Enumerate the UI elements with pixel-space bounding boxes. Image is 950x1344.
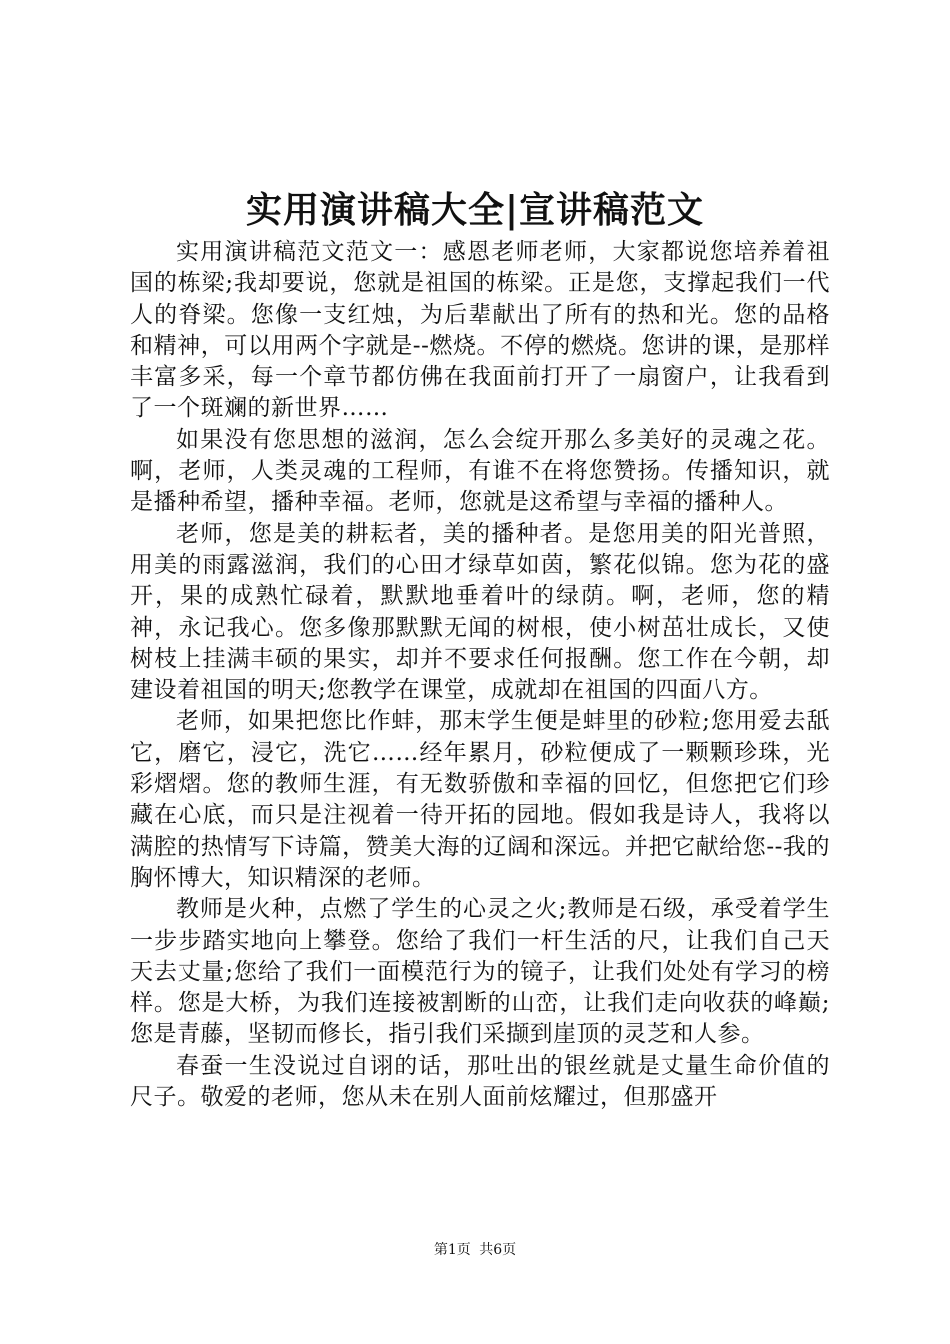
document-body (130, 237, 830, 1113)
paragraph: 老师，您是美的耕耘者，美的播种者。是您用美的阳光普照，用美的雨露滋润，我们的心田才绿草如茵，繁花似锦。您为花的盛开，果的成熟忙碌着，默默地垂着叶的绿荫。啊，老师，您的精神，永记我心。您多像那默默无闻的树根，使小树茁壮成长，又使树枝上挂满丰硕的果实，却并不要求任何报酬。您工作在今朝，却建设着祖国的明天;您教学在课堂，成就却在祖国的四面八方。 (130, 520, 830, 704)
page-footer (0, 1240, 950, 1260)
paragraph: 老师，如果把您比作蚌，那末学生便是蚌里的砂粒;您用爱去舐它，磨它，浸它，洗它……经年累月，砂粒便成了一颗颗珍珠，光彩熠熠。您的教师生涯，有无数骄傲和幸福的回忆，但您把它们珍藏在心底，而只是注视着一待开拓的园地。假如我是诗人，我将以满腔的热情写下诗篇，赞美大海的辽阔和深远。并把它献给您--我的胸怀博大，知识精深的老师。 (130, 708, 830, 891)
paragraph: 春蚕一生没说过自诩的话，那吐出的银丝就是丈量生命价值的尺子。敬爱的老师，您从未在别人面前炫耀过，但那盛开 (130, 1052, 830, 1111)
paragraph: 教师是火种，点燃了学生的心灵之火;教师是石级，承受着学生一步步踏实地向上攀登。您给了我们一杆生活的尺，让我们自己天天去丈量;您给了我们一面模范行为的镜子，让我们处处有学习的榜样。您是大桥，为我们连接被割断的山峦，让我们走向收获的峰巅;您是青藤，坚韧而修长，指引我们采撷到崖顶的灵芝和人参。 (130, 896, 830, 1048)
paragraph: 实用演讲稿范文范文一：感恩老师老师，大家都说您培养着祖国的栋梁;我却要说，您就是祖国的栋梁。正是您，支撑起我们一代人的脊梁。您像一支红烛，为后辈献出了所有的热和光。您的品格和精神，可以用两个字就是--燃烧。不停的燃烧。您讲的课，是那样丰富多采，每一个章节都仿佛在我面前打开了一扇窗户，让我看到了一个斑斓的新世界…… (130, 239, 830, 422)
document-title: 实用演讲稿大全|宣讲稿范文 (245, 189, 705, 231)
page-number: 第1页 (433, 1242, 471, 1258)
page-total: 共6页 (479, 1242, 517, 1258)
paragraph: 如果没有您思想的滋润，怎么会绽开那么多美好的灵魂之花。啊，老师，人类灵魂的工程师，有谁不在将您赞扬。传播知识，就是播种希望，播种幸福。老师，您就是这希望与幸福的播种人。 (130, 426, 830, 516)
